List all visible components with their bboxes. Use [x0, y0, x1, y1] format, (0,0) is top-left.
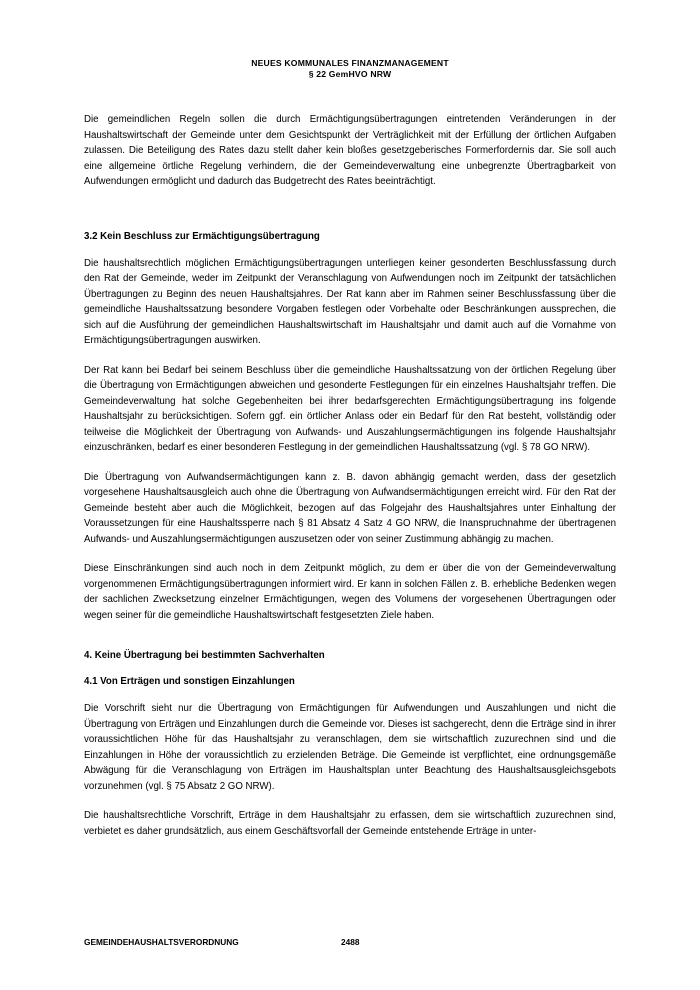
paragraph-2: Die haushaltsrechtlich möglichen Ermächtigungsübertragungen unterliegen keiner gesonderten Beschlussfassung durch den Rat der Gemeinde, weder im Zeitpunkt der Veranschlagung von Aufwendungen noch im Zeitpunkt der tatsächlichen Übertragungen zu Beginn des neuen Haushaltsjahres. Der Rat kann aber im Rahmen seiner Beschlussfassung über die gemeindliche Haushaltssatzung besondere Vorgaben festlegen oder Vorbehalte oder Beschränkungen aussprechen, die sich auf die Ausführung der gemeindlichen Haushaltswirtschaft im Haushaltsjahr und damit auch auf die Vornahme von Ermächtigungsübertragungen auswirken.: [84, 257, 616, 346]
section-heading-4: 4. Keine Übertragung bei bestimmten Sachverhalten: [84, 650, 325, 661]
footer-title: GEMEINDEHAUSHALTSVERORDNUNG: [84, 937, 239, 947]
paragraph-1: Die gemeindlichen Regeln sollen die durch Ermächtigungsübertragungen eintretenden Veränderungen in der Haushaltswirtschaft der Gemeinde unter dem Gesichtspunkt der Verträglichkeit mit der Erfüllung der örtlichen Aufgaben zulassen. Die Beteiligung des Rates dazu stellt daher kein bloßes gesetzgeberisches Formerfordernis dar. Sie soll auch eine allgemeine örtliche Regelung verhindern, die der Gemeindeverwaltung eine unbegrenzte Übertragbarkeit von Aufwendungen ermöglicht und dadurch das Budgetrecht des Rates beeinträchtigt.: [84, 114, 616, 187]
section-heading-3-2: 3.2 Kein Beschluss zur Ermächtigungsübertragung: [84, 230, 320, 242]
paragraph-6: Die Vorschrift sieht nur die Übertragung von Ermächtigungen für Aufwendungen und Auszahlungen und nicht die Übertragung von Erträgen und Einzahlungen durch die Gemeinde vor. Dieses ist sachgerecht, denn die Erträge sind in ihrer voraussichtlichen Höhe für das Haushaltsjahr zu veranschlagen, dem sie wirtschaftlich zuzurechnen sind und die Einzahlungen in Höhe der voraussichtlich zu erzielenden Beträge. Die Gemeinde ist verpflichtet, eine ordnungsgemäße Abwägung für die Veranschlagung von Erträgen im Haushaltsplan unter Beachtung des Haushaltsausgleichsgebots vorzunehmen (vgl. § 75 Absatz 2 GO NRW).: [84, 703, 616, 792]
header-title: NEUES KOMMUNALES FINANZMANAGEMENT: [251, 58, 449, 68]
paragraph-4: Die Übertragung von Aufwandsermächtigungen kann z. B. davon abhängig gemacht werden, dass der gesetzlich vorgesehene Haushaltsausgleich auch ohne die Übertragung von Aufwandsermächtigungen erreicht wird. Für den Rat der Gemeinde besteht aber auch die Möglichkeit, bezogen auf das Folgejahr des Haushaltsjahres unter Einhaltung der Voraussetzungen für eine Haushaltssperre nach § 81 Absatz 4 Satz 4 GO NRW, die Inanspruchnahme der übertragenen Aufwands- und Auszahlungsermächtigungen auszusetzen oder von seiner Zustimmung abhängig zu machen.: [84, 471, 616, 545]
paragraph-3: Der Rat kann bei Bedarf bei seinem Beschluss über die gemeindliche Haushaltssatzung von der örtlichen Regelung über die Übertragung von Ermächtigungen abweichen und gesonderte Festlegungen für ein einzelnes Haushaltsjahr treffen. Die Gemeindeverwaltung hat solche Gegebenheiten bei ihrer bedarfsgerechten Ermächtigungsübertragung ins folgende Haushaltsjahr zu berücksichtigen. Sofern ggf. ein örtlicher Anlass oder ein Bedarf für den Rat besteht, vollständig oder teilweise die Möglichkeit der Übertragung von Aufwands- und Auszahlungsermächtigungen ins folgende Haushaltsjahr einzuschränken, bedarf es einer besonderen Festlegung in der gemeindlichen Haushaltssatzung (vgl. § 78 GO NRW).: [84, 364, 616, 453]
page-number: 2488: [341, 937, 360, 947]
page-header: [0, 58, 700, 79]
document-body: [84, 112, 616, 839]
section-heading-4-1: 4.1 Von Erträgen und sonstigen Einzahlungen: [84, 676, 295, 687]
header-subtitle: § 22 GemHVO NRW: [308, 68, 392, 79]
paragraph-7: Die haushaltsrechtliche Vorschrift, Erträge in dem Haushaltsjahr zu erfassen, dem sie wirtschaftlich zuzurechnen sind, verbietet es daher grundsätzlich, aus einem Geschäftsvorfall der Gemeinde entstehende Erträge in unter-: [84, 810, 616, 837]
paragraph-5: Diese Einschränkungen sind auch noch in dem Zeitpunkt möglich, zu dem er über die von der Gemeindeverwaltung vorgenommenen Ermächtigungsübertragungen informiert wird. Er kann in solchen Fällen z. B. erhebliche Bedenken wegen der sachlichen Zwecksetzung einzelner Ermächtigungen, wegen des Volumens der vorgesehenen Übertragungen oder wegen seiner für die gemeindliche Haushaltswirtschaft festgesetzten Ziele haben.: [84, 563, 616, 621]
